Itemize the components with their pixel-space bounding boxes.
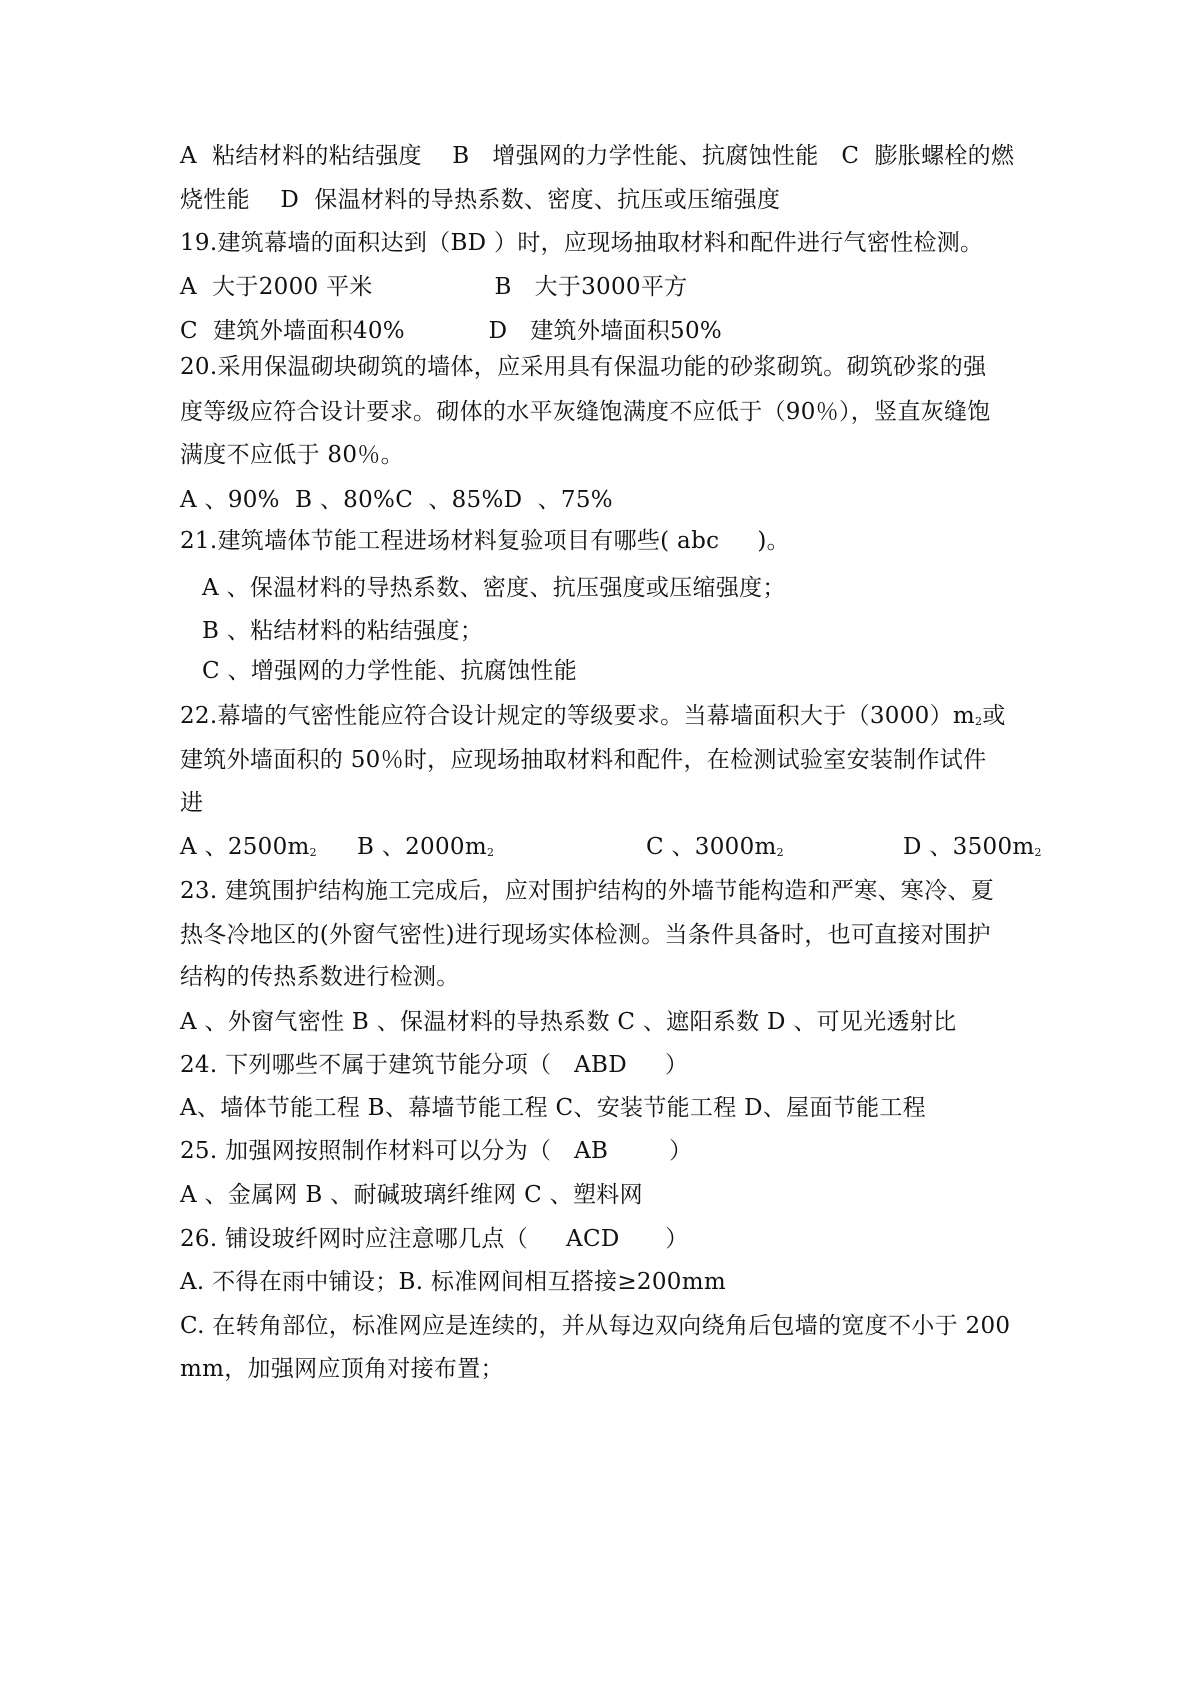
- question-20-line3: 满度不应低于 80％。: [180, 442, 404, 468]
- question-22-text: 22.幕墙的气密性能应符合设计规定的等级要求。当幕墙面积大于（3000）m: [180, 703, 976, 729]
- options-20: A 、90% B 、80%C 、85%D 、75%: [180, 487, 613, 513]
- options-23: A 、外窗气密性 B 、保温材料的导热系数 C 、遮阳系数 D 、可见光透射比: [180, 1009, 957, 1035]
- question-26: 26. 铺设玻纤网时应注意哪几点（ ACD ）: [180, 1226, 689, 1252]
- question-19: 19.建筑幕墙的面积达到（BD ）时，应现场抽取材料和配件进行气密性检测。: [180, 230, 984, 256]
- question-22-line1: [180, 702, 1006, 736]
- option-21-b: B 、粘结材料的粘结强度；: [202, 618, 484, 644]
- question-21: 21.建筑墙体节能工程进场材料复验项目有哪些( abc )。: [180, 528, 790, 554]
- question-24: 24. 下列哪些不属于建筑节能分项（ ABD ）: [180, 1052, 689, 1078]
- question-22-line3: 进: [180, 790, 204, 816]
- question-23-line3: 结构的传热系数进行检测。: [180, 964, 460, 990]
- options-19-cd: C 建筑外墙面积40% D 建筑外墙面积50%: [180, 318, 723, 344]
- option-22-a: A 、$2500m_2$: [180, 834, 317, 860]
- option-22-d: D 、$3500m_2$: [903, 834, 1042, 860]
- option-26-c-cont: mm，加强网应顶角对接布置；: [180, 1356, 504, 1382]
- square-superscript: 2: [975, 715, 983, 728]
- question-25: 25. 加强网按照制作材料可以分为（ AB ）: [180, 1138, 693, 1164]
- option-line-18: A 粘结材料的粘结强度 B 增强网的力学性能、抗腐蚀性能 C 膨胀螺栓的燃: [180, 143, 1015, 169]
- options-19-ab: A 大于2000 平米 B 大于3000平方: [180, 274, 688, 300]
- question-20-line2: 度等级应符合设计要求。砌体的水平灰缝饱满度不应低于（90％），竖直灰缝饱: [180, 399, 991, 425]
- question-22-line2: 建筑外墙面积的 50％时，应现场抽取材料和配件，在检测试验室安装制作试件: [180, 747, 987, 773]
- option-22-b: B 、$2000m_2$: [357, 834, 495, 860]
- question-23-line2: 热冬冷地区的(外窗气密性)进行现场实体检测。当条件具备时，也可直接对围护: [180, 922, 991, 948]
- option-21-a: A 、保温材料的导热系数、密度、抗压强度或压缩强度；: [202, 575, 786, 601]
- question-20-line1: 20.采用保温砌块砌筑的墙体，应采用具有保温功能的砂浆砌筑。砌筑砂浆的强: [180, 354, 987, 380]
- option-21-c: C 、增强网的力学性能、抗腐蚀性能: [202, 658, 578, 684]
- options-24: A、墙体节能工程 B、幕墙节能工程 C、安装节能工程 D、屋面节能工程: [180, 1095, 926, 1121]
- question-22-tail: 或: [982, 703, 1006, 729]
- options-25: A 、金属网 B 、耐碱玻璃纤维网 C 、塑料网: [180, 1182, 643, 1208]
- question-23-line1: 23. 建筑围护结构施工完成后，应对围护结构的外墙节能构造和严寒、寒冷、夏: [180, 878, 994, 904]
- option-22-c: C 、$3000m_2$: [646, 834, 784, 860]
- option-line-18-cont: 烧性能 D 保温材料的导热系数、密度、抗压或压缩强度: [180, 187, 781, 213]
- option-26-ab: A. 不得在雨中铺设；B. 标准网间相互搭接≥200mm: [180, 1269, 726, 1295]
- option-26-c: C. 在转角部位，标准网应是连续的，并从每边双向绕角后包墙的宽度不小于 200: [180, 1313, 1011, 1339]
